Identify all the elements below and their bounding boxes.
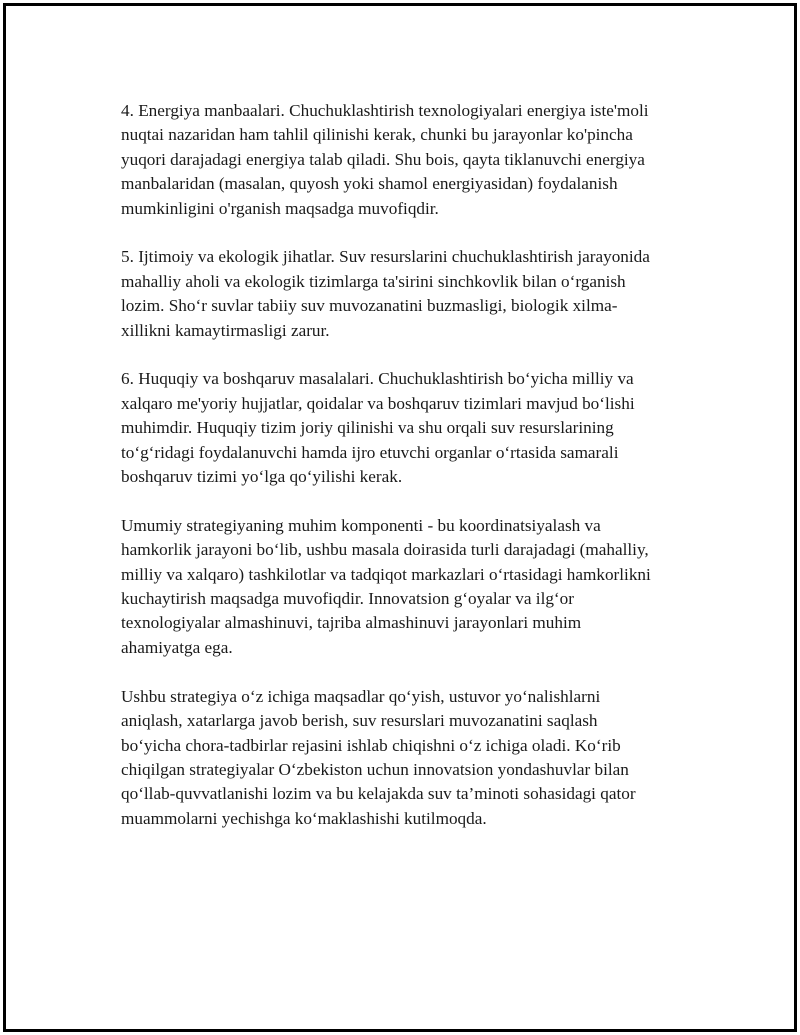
paragraph-legal-governance [121, 367, 701, 489]
document-body [121, 99, 701, 856]
text-line: hamkorlik jarayoni bo‘lib, ushbu masala doirasida turli darajadagi (mahalliy, [121, 540, 649, 560]
text-line: texnologiyalar almashinuvi, tajriba almashinuvi jarayonlari muhim [121, 613, 582, 633]
text-line: milliy va xalqaro) tashkilotlar va tadqiqot markazlari o‘rtasidagi hamkorlikni [121, 564, 651, 584]
text-line: mumkinligini o'rganish maqsadga muvofiqdir. [121, 198, 439, 218]
text-line: yuqori darajadagi energiya talab qiladi. Shu bois, qayta tiklanuvchi energiya [121, 149, 645, 169]
text-line: mahalliy aholi va ekologik tizimlarga ta'sirini sinchkovlik bilan o‘rganish [121, 271, 626, 291]
text-line: ahamiyatga ega. [121, 637, 233, 657]
text-line: Umumiy strategiyaning muhim komponenti - bu koordinatsiyalash va [121, 515, 601, 535]
text-line: 6. Huquqiy va boshqaruv masalalari. Chuchuklashtirish bo‘yicha milliy va [121, 369, 634, 389]
text-line: xalqaro me'yoriy hujjatlar, qoidalar va boshqaruv tizimlari mavjud bo‘lishi [121, 393, 635, 413]
text-line: aniqlash, xatarlarga javob berish, suv resurslari muvozanatini saqlash [121, 711, 598, 731]
document-page [3, 3, 797, 1032]
text-line: muammolarni yechishga ko‘maklashishi kutilmoqda. [121, 808, 487, 828]
text-line: Ushbu strategiya o‘z ichiga maqsadlar qo‘yish, ustuvor yo‘nalishlarni [121, 686, 601, 706]
text-line: 5. Ijtimoiy va ekologik jihatlar. Suv resurslarini chuchuklashtirish jarayonida [121, 247, 650, 267]
text-line: 4. Energiya manbaalari. Chuchuklashtirish texnologiyalari energiya iste'moli [121, 101, 649, 120]
paragraph-energy-sources [121, 99, 701, 221]
text-line: bo‘yicha chora-tadbirlar rejasini ishlab chiqishni o‘z ichiga oladi. Ko‘rib [121, 735, 621, 755]
paragraph-coordination [121, 514, 701, 660]
text-line: manbalaridan (masalan, quyosh yoki shamol energiyasidan) foydalanish [121, 174, 618, 194]
text-line: lozim. Sho‘r suvlar tabiiy suv muvozanatini buzmasligi, biologik xilma- [121, 296, 618, 316]
text-line: chiqilgan strategiyalar O‘zbekiston uchun innovatsion yondashuvlar bilan [121, 759, 629, 779]
paragraph-social-ecological [121, 245, 701, 343]
text-line: nuqtai nazaridan ham tahlil qilinishi kerak, chunki bu jarayonlar ko'pincha [121, 125, 633, 145]
text-line: boshqaruv tizimi yo‘lga qo‘yilishi kerak. [121, 467, 403, 487]
text-line: xillikni kamaytirmasligi zarur. [121, 320, 330, 340]
text-line: to‘g‘ridagi foydalanuvchi hamda ijro etuvchi organlar o‘rtasida samarali [121, 442, 619, 462]
paragraph-strategy-summary [121, 685, 701, 831]
text-line: kuchaytirish maqsadga muvofiqdir. Innovatsion g‘oyalar va ilg‘or [121, 589, 574, 609]
text-line: muhimdir. Huquqiy tizim joriy qilinishi va shu orqali suv resurslarining [121, 418, 614, 438]
text-line: qo‘llab-quvvatlanishi lozim va bu kelajakda suv ta’minoti sohasidagi qator [121, 784, 636, 804]
